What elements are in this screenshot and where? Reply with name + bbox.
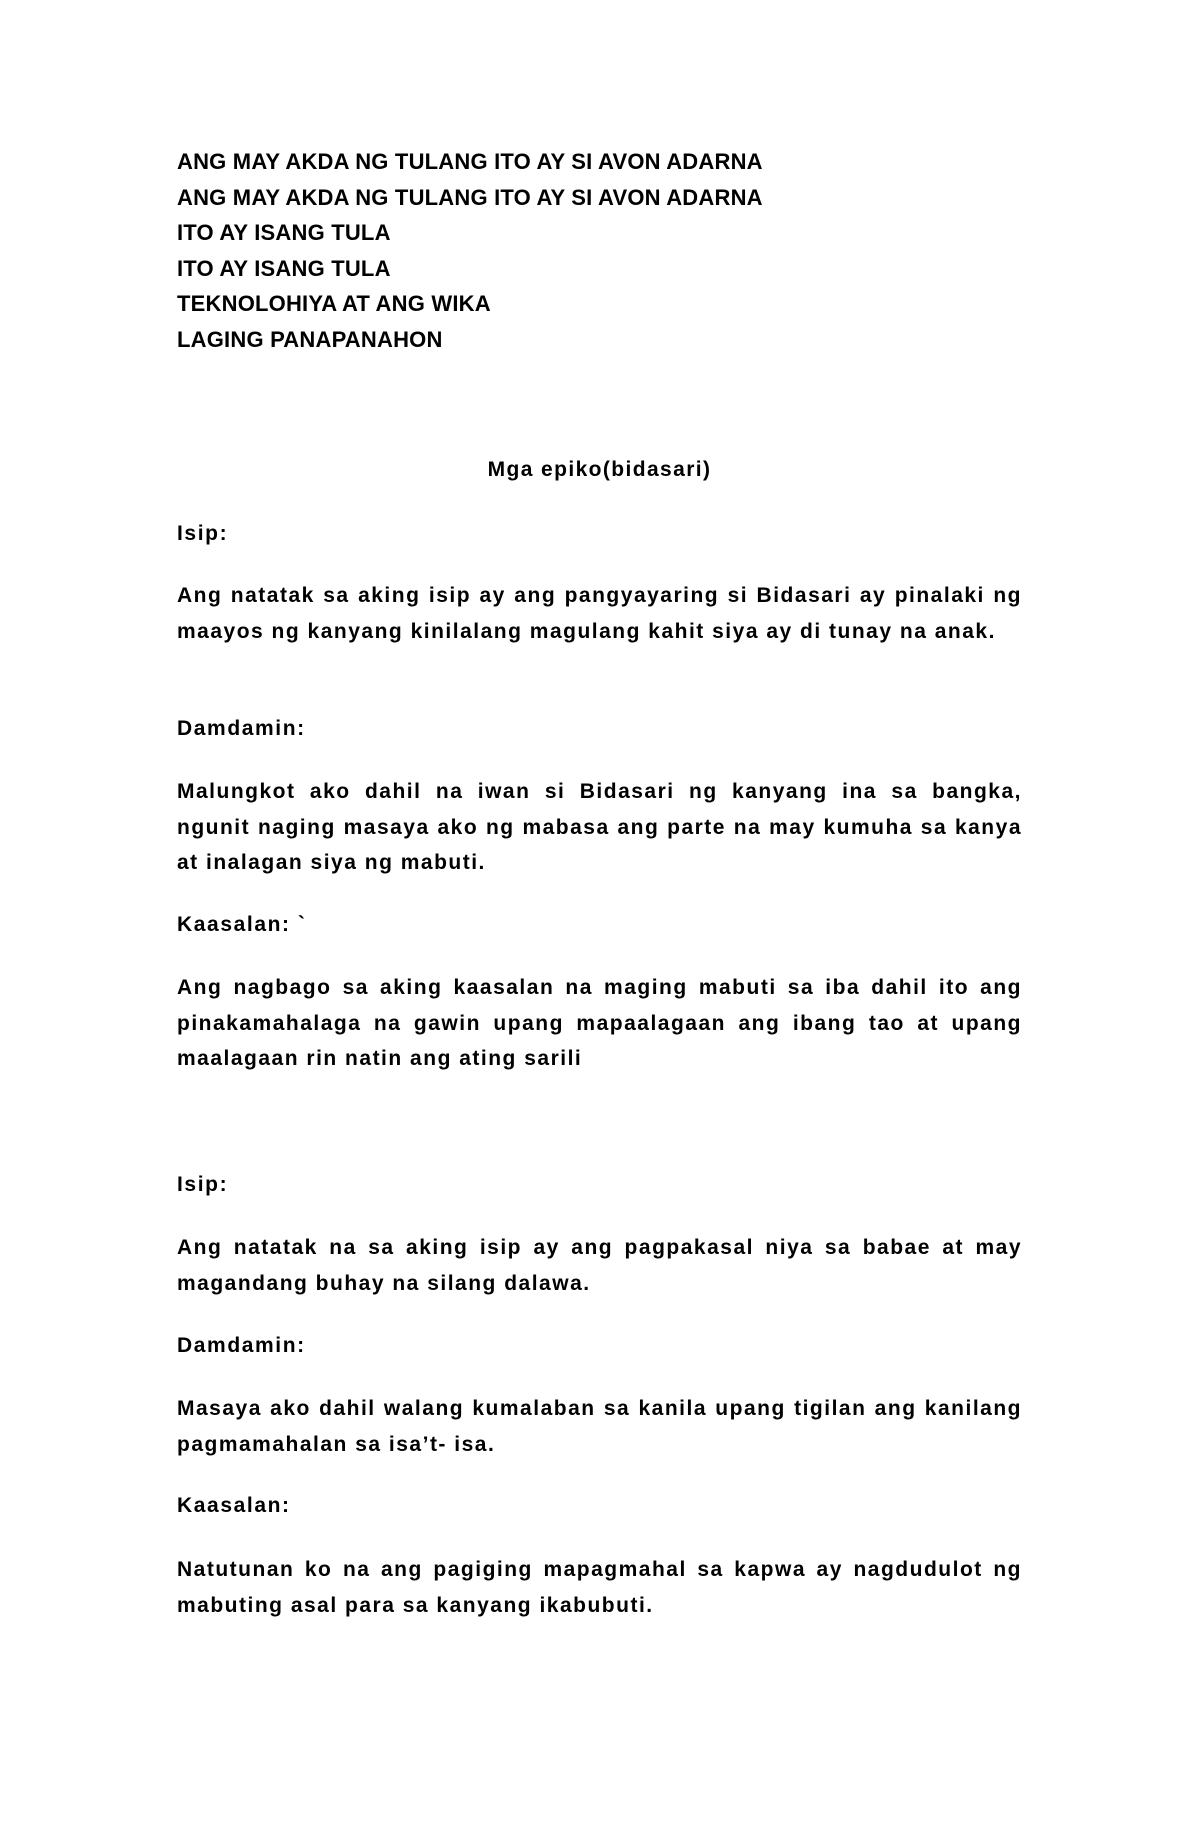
document-subtitle: Mga epiko(bidasari) [487, 458, 712, 481]
section2-kaasalan-text: Natutunan ko na ang pagiging mapagmahal sa kapwa ay nagdudulot ng mabuting asal para sa kanyang ikabubuti. [177, 1558, 1022, 1617]
section1-kaasalan-label: Kaasalan: ` [177, 913, 307, 936]
heading-line-4: ITO AY ISANG TULA [177, 255, 391, 281]
section2-isip-label: Isip: [177, 1173, 229, 1196]
document-page [177, 0, 1022, 1835]
heading-line-2: ANG MAY AKDA NG TULANG ITO AY SI AVON ADARNA [177, 184, 763, 210]
section1-damdamin-label: Damdamin: [177, 717, 306, 740]
heading-line-6: LAGING PANAPANAHON [177, 326, 443, 352]
heading-line-1: ANG MAY AKDA NG TULANG ITO AY SI AVON ADARNA [177, 149, 763, 174]
heading-block [177, 144, 1022, 357]
section2-isip-text: Ang natatak na sa aking isip ay ang pagpakasal niya sa babae at may magandang buhay na silang dalawa. [177, 1236, 1022, 1295]
heading-line-5: TEKNOLOHIYA AT ANG WIKA [177, 291, 491, 316]
section1-isip-text: Ang natatak sa aking isip ay ang pangyayaring si Bidasari ay pinalaki ng maayos ng kanyang kinilalang magulang kahit siya ay di tunay na anak. [177, 584, 1022, 643]
section2-kaasalan-label: Kaasalan: [177, 1494, 291, 1517]
section1-damdamin-text: Malungkot ako dahil na iwan si Bidasari ng kanyang ina sa bangka, ngunit naging masaya ako ng mabasa ang parte na may kumuha sa kanya at inalagan siya ng mabuti. [177, 780, 1022, 874]
heading-line-3: ITO AY ISANG TULA [177, 220, 391, 245]
section2-damdamin-label: Damdamin: [177, 1334, 306, 1357]
section1-kaasalan-text: Ang nagbago sa aking kaasalan na maging mabuti sa iba dahil ito ang pinakamahalaga na gawin upang mapaalagaan ang ibang tao at upang maalagaan rin natin ang ating sarili [177, 976, 1022, 1070]
section2-damdamin-text: Masaya ako dahil walang kumalaban sa kanila upang tigilan ang kanilang pagmamahalan sa isa’t- isa. [177, 1397, 1022, 1456]
section1-isip-label: Isip: [177, 522, 229, 545]
